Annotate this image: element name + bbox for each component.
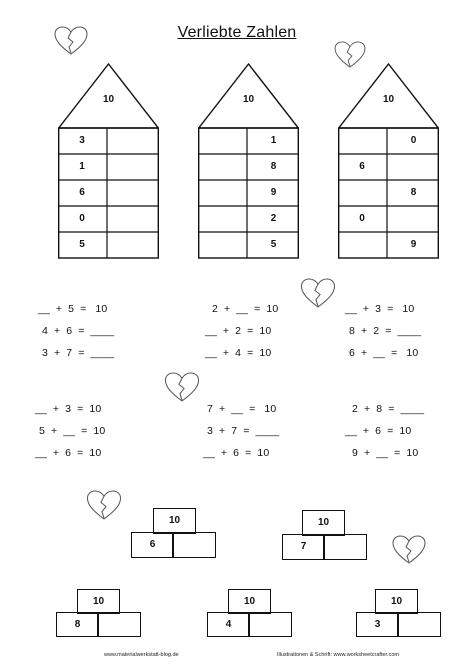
house-grid bbox=[198, 128, 299, 248]
house-row bbox=[338, 129, 439, 153]
right-cell[interactable] bbox=[108, 207, 159, 231]
house-row bbox=[58, 207, 159, 231]
left-cell[interactable] bbox=[338, 181, 386, 205]
house-row bbox=[58, 129, 159, 153]
house-grid bbox=[338, 128, 439, 248]
footer-left: www.materialwerkstatt-blog.de bbox=[104, 652, 179, 658]
right-cell[interactable]: 9 bbox=[270, 187, 277, 198]
left-cell[interactable] bbox=[338, 129, 386, 153]
right-cell[interactable] bbox=[108, 181, 159, 205]
left-cell[interactable]: 6 bbox=[79, 187, 85, 198]
equation[interactable]: 3 + 7 = ____ bbox=[42, 347, 115, 359]
equation[interactable]: __ + 2 = 10 bbox=[205, 325, 272, 337]
right-cell[interactable]: 2 bbox=[270, 213, 277, 224]
equation[interactable]: 2 + __ = 10 bbox=[212, 303, 279, 315]
page-title: Verliebte Zahlen bbox=[177, 24, 297, 41]
left-cell[interactable]: 3 bbox=[79, 135, 85, 146]
broken-heart-icon bbox=[300, 278, 336, 309]
equation[interactable]: 4 + 6 = ____ bbox=[42, 325, 115, 337]
house-row bbox=[198, 233, 299, 257]
pyramid-top: 10 bbox=[375, 589, 418, 614]
broken-heart-icon bbox=[86, 490, 122, 521]
house-row bbox=[338, 233, 439, 257]
house-row bbox=[198, 181, 299, 205]
pyramid-top: 10 bbox=[77, 589, 120, 614]
left-cell[interactable]: 1 bbox=[79, 161, 85, 172]
pyramid-left[interactable]: 7 bbox=[282, 534, 325, 560]
right-cell[interactable] bbox=[108, 155, 159, 179]
pyramid-right[interactable] bbox=[397, 612, 441, 637]
footer-right: Illustrationen & Schrift: www.worksheetcrafter.com bbox=[277, 652, 399, 658]
right-cell[interactable]: 5 bbox=[270, 239, 277, 250]
left-cell[interactable] bbox=[198, 155, 246, 179]
equation[interactable]: __ + 6 = 10 bbox=[35, 447, 102, 459]
house-row bbox=[338, 155, 439, 179]
equation[interactable]: __ + 3 = 10 bbox=[35, 403, 102, 415]
roof-number: 10 bbox=[382, 94, 395, 105]
right-cell[interactable]: 8 bbox=[270, 161, 277, 172]
pyramid-left[interactable]: 4 bbox=[207, 612, 250, 637]
left-cell[interactable] bbox=[198, 129, 246, 153]
house-row bbox=[58, 155, 159, 179]
left-cell[interactable] bbox=[198, 207, 246, 231]
house-row bbox=[338, 181, 439, 205]
equation[interactable]: __ + 6 = 10 bbox=[203, 447, 270, 459]
right-cell[interactable]: 1 bbox=[270, 135, 277, 146]
pyramid-right[interactable] bbox=[172, 532, 216, 558]
roof-number: 10 bbox=[242, 94, 255, 105]
left-cell[interactable] bbox=[198, 181, 246, 205]
house-grid bbox=[58, 128, 159, 248]
pyramid-right[interactable] bbox=[248, 612, 292, 637]
house-row bbox=[198, 129, 299, 153]
equation[interactable]: 9 + __ = 10 bbox=[352, 447, 419, 459]
right-cell[interactable] bbox=[108, 129, 159, 153]
roof-number: 10 bbox=[102, 94, 115, 105]
pyramid-left[interactable]: 6 bbox=[131, 532, 174, 558]
house-row bbox=[198, 207, 299, 231]
pyramid-left[interactable]: 3 bbox=[356, 612, 399, 637]
pyramid-top: 10 bbox=[302, 510, 345, 536]
house-row bbox=[338, 207, 439, 231]
equation[interactable]: __ + 4 = 10 bbox=[205, 347, 272, 359]
right-cell[interactable] bbox=[388, 155, 439, 179]
broken-heart-icon bbox=[392, 535, 426, 565]
equation[interactable]: 8 + 2 = ____ bbox=[349, 325, 422, 337]
right-cell[interactable]: 8 bbox=[410, 187, 417, 198]
left-cell[interactable]: 0 bbox=[359, 213, 365, 224]
equation[interactable]: 6 + __ = 10 bbox=[349, 347, 419, 359]
left-cell[interactable] bbox=[338, 233, 386, 257]
pyramid-top: 10 bbox=[153, 508, 196, 534]
broken-heart-icon bbox=[164, 372, 200, 403]
pyramid-right[interactable] bbox=[323, 534, 367, 560]
house-row bbox=[58, 233, 159, 257]
equation[interactable]: 5 + __ = 10 bbox=[39, 425, 106, 437]
pyramid-top: 10 bbox=[228, 589, 271, 614]
right-cell[interactable]: 9 bbox=[410, 239, 417, 250]
right-cell[interactable]: 0 bbox=[410, 135, 417, 146]
right-cell[interactable] bbox=[108, 233, 159, 257]
right-cell[interactable] bbox=[388, 207, 439, 231]
pyramid-right[interactable] bbox=[97, 612, 141, 637]
equation[interactable]: __ + 5 = 10 bbox=[38, 303, 108, 315]
house-row bbox=[58, 181, 159, 205]
equation[interactable]: __ + 3 = 10 bbox=[345, 303, 415, 315]
pyramid-left[interactable]: 8 bbox=[56, 612, 99, 637]
left-cell[interactable] bbox=[198, 233, 246, 257]
equation[interactable]: 7 + __ = 10 bbox=[207, 403, 277, 415]
left-cell[interactable]: 6 bbox=[359, 161, 365, 172]
equation[interactable]: __ + 6 = 10 bbox=[345, 425, 412, 437]
left-cell[interactable]: 0 bbox=[79, 213, 85, 224]
equation[interactable]: 2 + 8 = ____ bbox=[352, 403, 425, 415]
house-row bbox=[198, 155, 299, 179]
equation[interactable]: 3 + 7 = ____ bbox=[207, 425, 280, 437]
left-cell[interactable]: 5 bbox=[79, 239, 85, 250]
